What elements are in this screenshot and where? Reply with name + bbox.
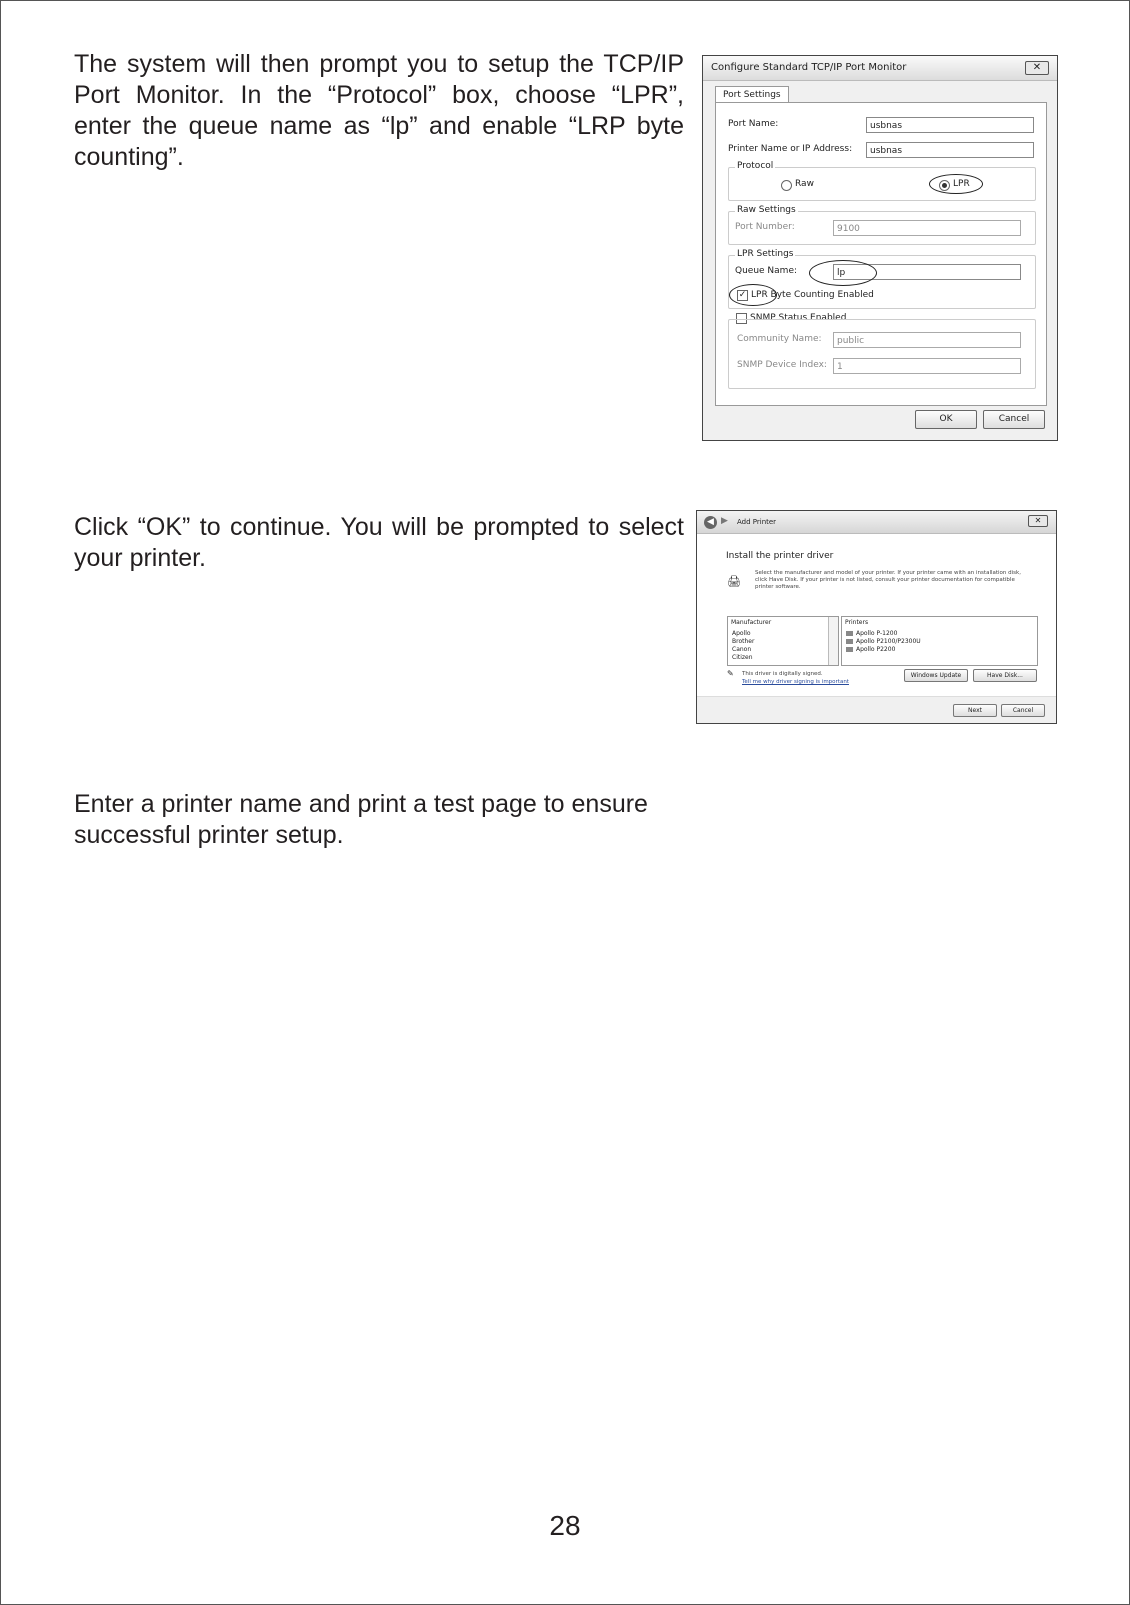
snmp-device-index-input[interactable]: 1 <box>833 358 1021 374</box>
dialog-titlebar <box>697 511 1056 534</box>
community-name-label: Community Name: <box>737 334 822 344</box>
printer-icon <box>846 631 853 636</box>
manufacturer-list[interactable] <box>727 616 839 666</box>
printer-icon: 🖨 <box>727 575 741 588</box>
printer-name-input[interactable]: usbnas <box>866 142 1034 158</box>
protocol-group-title: Protocol <box>737 161 774 171</box>
add-printer-dialog <box>696 510 1057 724</box>
windows-update-button[interactable]: Windows Update <box>904 669 968 682</box>
cancel-button[interactable]: Cancel <box>1001 704 1045 717</box>
printer-icon <box>846 639 853 644</box>
list-item[interactable] <box>846 638 921 645</box>
printers-header: Printers <box>845 619 869 626</box>
printer-name: Apollo P2200 <box>856 646 896 653</box>
lpr-byte-counting-label: LPR Byte Counting Enabled <box>751 290 874 300</box>
signed-text: This driver is digitally signed. <box>742 671 823 677</box>
queue-name-input[interactable]: lp <box>833 264 1021 280</box>
queue-name-label: Queue Name: <box>735 266 798 276</box>
dialog-titlebar <box>703 56 1057 81</box>
scrollbar[interactable] <box>828 617 838 665</box>
lpr-settings-group <box>728 249 1036 309</box>
signed-icon: ✎ <box>727 669 734 678</box>
raw-radio-label: Raw <box>795 179 814 189</box>
queue-highlight-circle <box>809 260 877 286</box>
port-name-input[interactable]: usbnas <box>866 117 1034 133</box>
lpr-byte-counting-checkbox[interactable]: ✓ <box>738 290 747 300</box>
cancel-button[interactable]: Cancel <box>983 410 1045 429</box>
list-item[interactable]: Brother <box>732 638 755 645</box>
raw-radio[interactable] <box>781 180 792 191</box>
dialog-title: Configure Standard TCP/IP Port Monitor <box>711 62 907 73</box>
driver-description: Select the manufacturer and model of your printer. If your printer came with an installation disk, click Have Disk. If your printer is not listed, consult your printer documentation for compatible printer software. <box>755 570 1021 590</box>
driver-signing-link[interactable]: Tell me why driver signing is important <box>742 679 849 685</box>
dialog-footer <box>697 696 1056 723</box>
have-disk-button[interactable]: Have Disk... <box>973 669 1037 682</box>
list-item[interactable]: Apollo <box>732 630 751 637</box>
install-driver-heading: Install the printer driver <box>726 551 834 561</box>
next-button[interactable]: Next <box>953 704 997 717</box>
forward-arrow-icon: ▶ <box>721 516 728 526</box>
printer-icon <box>846 647 853 652</box>
snmp-device-index-label: SNMP Device Index: <box>737 360 827 370</box>
instruction-paragraph-2: Click “OK” to continue. You will be prompted to select your printer. <box>74 513 684 572</box>
instruction-paragraph-3: Enter a printer name and print a test page to ensure successful printer setup. <box>74 790 648 849</box>
printer-name: Apollo P-1200 <box>856 630 898 637</box>
lpr-settings-group-title: LPR Settings <box>737 249 794 259</box>
printer-name-label: Printer Name or IP Address: <box>728 144 853 154</box>
list-item[interactable]: Canon <box>732 646 752 653</box>
byte-counting-highlight-circle <box>729 284 777 306</box>
snmp-settings-group <box>728 319 1036 389</box>
port-number-label: Port Number: <box>735 222 795 232</box>
lpr-highlight-circle <box>929 174 983 194</box>
dialog-title: Add Printer <box>737 518 777 526</box>
raw-settings-group <box>728 205 1036 245</box>
tcpip-port-monitor-dialog <box>702 55 1058 441</box>
manufacturer-header: Manufacturer <box>731 619 772 626</box>
close-icon[interactable]: ✕ <box>1025 61 1049 75</box>
snmp-status-label: SNMP Status Enabled <box>750 313 847 323</box>
page-number: 28 <box>549 1510 581 1541</box>
list-item[interactable] <box>846 646 895 653</box>
list-item[interactable] <box>846 630 897 637</box>
printer-name: Apollo P2100/P2300U <box>856 638 921 645</box>
port-name-label: Port Name: <box>728 119 779 129</box>
lpr-radio-label: LPR <box>953 179 970 189</box>
ok-button[interactable]: OK <box>915 410 977 429</box>
close-icon[interactable]: ✕ <box>1028 515 1048 527</box>
instruction-paragraph-1: The system will then prompt you to setup the TCP/IP Port Monitor. In the “Protocol” box, choose “LPR”, enter the queue name as “lp” and enable “LRP byte counting”. <box>74 50 684 171</box>
port-number-input[interactable]: 9100 <box>833 220 1021 236</box>
printers-list[interactable] <box>841 616 1038 666</box>
list-item[interactable]: Citizen <box>732 654 753 661</box>
tab-port-settings[interactable]: Port Settings <box>715 86 789 103</box>
raw-settings-group-title: Raw Settings <box>737 205 796 215</box>
port-settings-panel <box>715 102 1047 406</box>
back-arrow-icon[interactable]: ◀ <box>704 516 717 529</box>
community-name-input[interactable]: public <box>833 332 1021 348</box>
protocol-group <box>728 161 1036 201</box>
